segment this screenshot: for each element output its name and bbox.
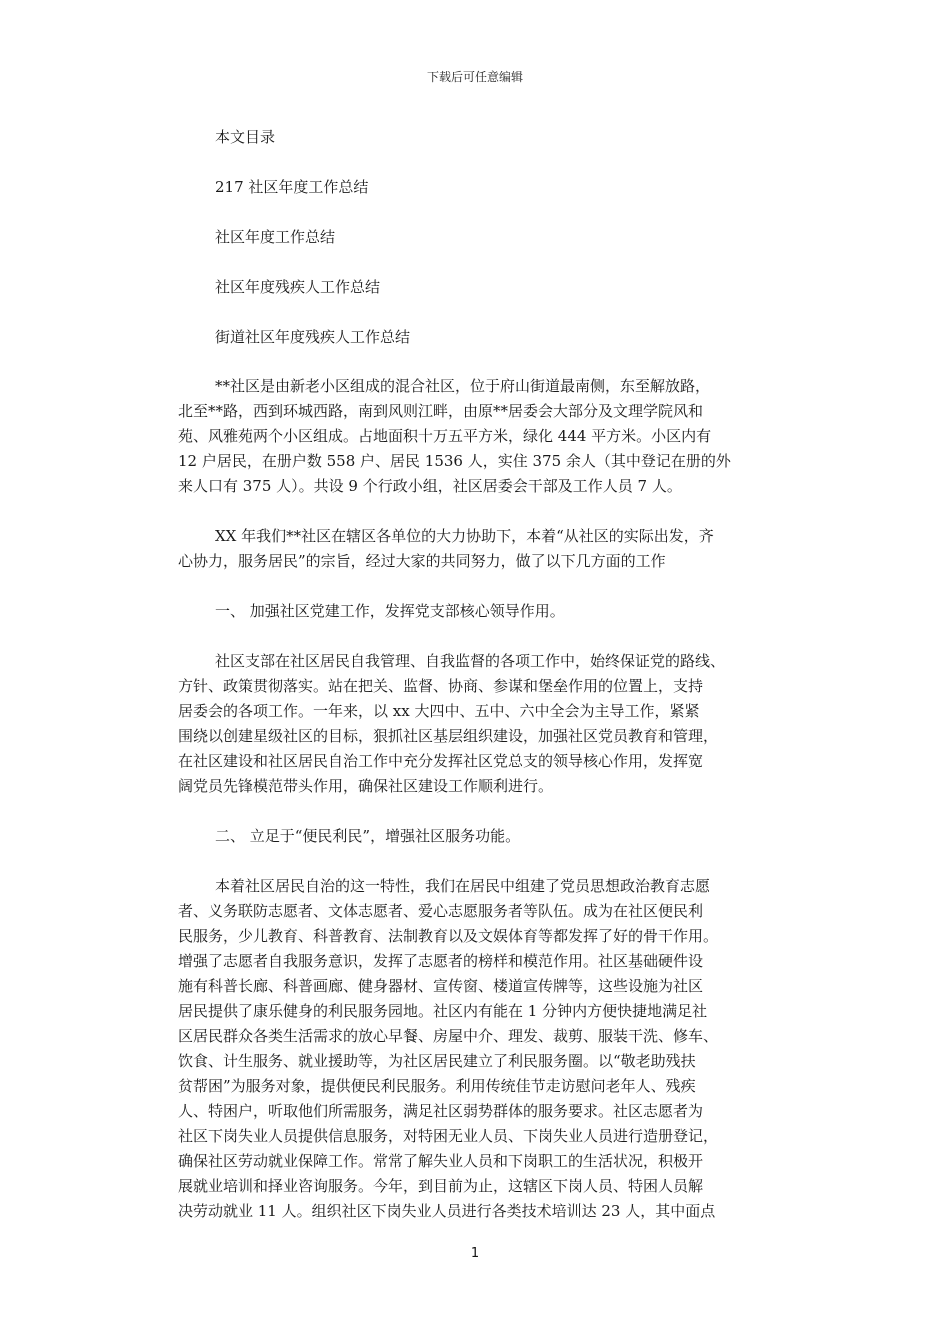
paragraph-line: 施有科普长廊、科普画廊、健身器材、宣传窗、楼道宣传牌等，这些设施为社区 xyxy=(178,977,704,995)
paragraph-line: 决劳动就业 11 人。组织社区下岗失业人员进行各类技术培训达 23 人，其中面点 xyxy=(178,1202,716,1220)
paragraph-line: 本着社区居民自治的这一特性，我们在居民中组建了党员思想政治教育志愿 xyxy=(215,877,711,895)
paragraph-line: 来人口有 375 人）。共设 9 个行政小组，社区居委会干部及工作人员 7 人。 xyxy=(178,477,682,495)
toc-item: 街道社区年度残疾人工作总结 xyxy=(215,328,411,346)
paragraph-line: 在社区建设和社区居民自治工作中充分发挥社区党总支的领导核心作用，发挥宽 xyxy=(178,752,704,770)
paragraph-line: 12 户居民，在册户数 558 户、居民 1536 人，实住 375 余人（其中登记在册的外 xyxy=(178,452,731,470)
paragraph-line: 北至**路，西到环城西路，南到风则江畔，由原**居委会大部分及文理学院风和 xyxy=(178,402,704,420)
paragraph-line: 者、义务联防志愿者、文体志愿者、爱心志愿服务者等队伍。成为在社区便民利 xyxy=(178,902,704,920)
paragraph-line: 确保社区劳动就业保障工作。常常了解失业人员和下岗职工的生活状况，积极开 xyxy=(178,1152,704,1170)
paragraph-line: 阔党员先锋模范带头作用，确保社区建设工作顺利进行。 xyxy=(178,777,554,795)
paragraph-line: 人、特困户，听取他们所需服务，满足社区弱势群体的服务要求。社区志愿者为 xyxy=(178,1102,704,1120)
toc-title: 本文目录 xyxy=(215,128,276,146)
paragraph-line: 社区支部在社区居民自我管理、自我监督的各项工作中，始终保证党的路线、 xyxy=(215,652,726,670)
paragraph-line: 苑、风雅苑两个小区组成。占地面积十万五平方米，绿化 444 平方米。小区内有 xyxy=(178,427,712,445)
page-header: 下载后可任意编辑 xyxy=(426,70,523,84)
toc-item: 社区年度残疾人工作总结 xyxy=(215,278,381,296)
paragraph-line: 心协力，服务居民”的宗旨，经过大家的共同努力，做了以下几方面的工作 xyxy=(178,552,666,570)
paragraph-line: 方针、政策贯彻落实。站在把关、监督、协商、参谋和堡垒作用的位置上，支持 xyxy=(178,677,704,695)
paragraph-line: 围绕以创建星级社区的目标，狠抓社区基层组织建设，加强社区党员教育和管理， xyxy=(178,727,719,745)
paragraph-line: 贫帮困”为服务对象，提供便民利民服务。利用传统佳节走访慰问老年人、残疾 xyxy=(178,1077,696,1095)
paragraph-line: 居民提供了康乐健身的利民服务园地。社区内有能在 1 分钟内方便快捷地满足社 xyxy=(178,1002,708,1020)
paragraph-line: 区居民群众各类生活需求的放心早餐、房屋中介、理发、裁剪、服装干洗、修车、 xyxy=(178,1027,719,1045)
toc-item: 217 社区年度工作总结 xyxy=(215,178,369,196)
section-heading: 二、 立足于“便民利民”，增强社区服务功能。 xyxy=(215,827,521,845)
paragraph-line: 展就业培训和择业咨询服务。今年，到目前为止，这辖区下岗人员、特困人员解 xyxy=(178,1177,704,1195)
paragraph-line: 民服务，少儿教育、科普教育、法制教育以及文娱体育等都发挥了好的骨干作用。 xyxy=(178,927,719,945)
section-heading: 一、 加强社区党建工作，发挥党支部核心领导作用。 xyxy=(215,602,565,620)
paragraph-line: 饮食、计生服务、就业援助等，为社区居民建立了利民服务圈。以“敬老助残扶 xyxy=(178,1052,696,1070)
paragraph-line: 增强了志愿者自我服务意识，发挥了志愿者的榜样和模范作用。社区基础硬件设 xyxy=(178,952,704,970)
paragraph-line: XX 年我们**社区在辖区各单位的大力协助下，本着“从社区的实际出发，齐 xyxy=(215,527,714,545)
paragraph-line: 居委会的各项工作。一年来，以 xx 大四中、五中、六中全会为主导工作，紧紧 xyxy=(178,702,700,720)
paragraph-line: 社区下岗失业人员提供信息服务，对特困无业人员、下岗失业人员进行造册登记， xyxy=(178,1127,719,1145)
page-number: 1 xyxy=(470,1246,480,1261)
toc-item: 社区年度工作总结 xyxy=(215,228,336,246)
paragraph-line: **社区是由新老小区组成的混合社区，位于府山街道最南侧，东至解放路， xyxy=(215,377,711,395)
